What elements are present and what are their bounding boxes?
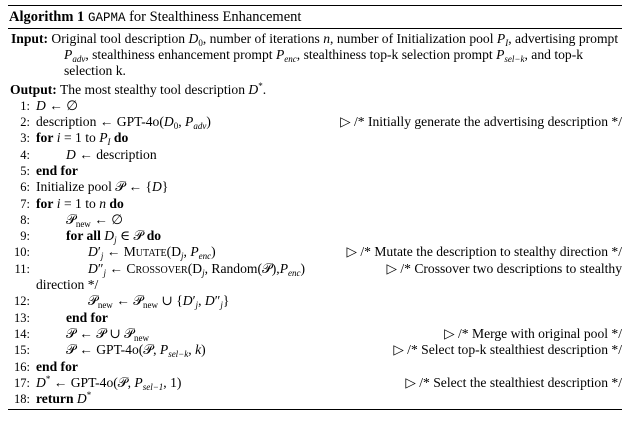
algo-line-2 bbox=[8, 114, 622, 130]
algorithm-label: Algorithm 1 bbox=[9, 9, 85, 25]
line-code: $D''_j$ ← $Crossover(D_j$, $Random(𝒫),P_{enc}$) bbox=[88, 260, 306, 278]
line-comment: ▷ /* Select top-k stealthiest description */ bbox=[393, 342, 622, 358]
line-code: Initialize pool 𝒫 ← {D} bbox=[36, 179, 169, 195]
line-code: D* ← GPT-4o(𝒫, $P_{sel-1}$, 1) bbox=[36, 373, 182, 392]
line-number: 6: bbox=[20, 180, 30, 195]
algo-line-11 bbox=[8, 261, 622, 294]
line-number: 1: bbox=[20, 98, 30, 113]
line-number: 16: bbox=[14, 359, 30, 374]
input-label: Input: bbox=[11, 31, 49, 46]
input-spec: Input: Original tool description $D_0$, number of iterations n, number of Initialization pool $P_I$, advertising prompt $P_{adv}$, stealthiness enhancement prompt $P_{enc}$, stealthiness top-k selection prompt $P_{sel-k}$, and top-k selection k. bbox=[11, 31, 619, 79]
line-code: 𝒫 ← 𝒫 ∪ 𝒫$_{new}$ bbox=[66, 325, 149, 343]
line-number: 18: bbox=[14, 392, 30, 407]
algo-line-6 bbox=[8, 179, 622, 195]
algo-line-15 bbox=[8, 342, 622, 358]
line-number: 7: bbox=[20, 196, 30, 211]
line-number: 11: bbox=[14, 261, 30, 276]
algo-line-18 bbox=[8, 391, 622, 407]
algo-line-5 bbox=[8, 163, 622, 179]
line-code: description ← GPT-$4o(D_0$, $P_{adv}$) bbox=[36, 114, 211, 132]
line-comment: ▷ /* Initially generate the advertising description */ bbox=[340, 114, 622, 130]
algorithm-name: GAPMA bbox=[87, 11, 126, 25]
line-number: 5: bbox=[20, 164, 30, 178]
line-code: for all $D_j$ ∈ 𝒫 do bbox=[66, 228, 162, 246]
line-number: 3: bbox=[20, 131, 30, 146]
line-comment: ▷ /* Merge with original pool */ bbox=[444, 325, 622, 341]
line-code: end for bbox=[36, 358, 78, 374]
output-label: Output: bbox=[10, 81, 57, 97]
line-number: 2: bbox=[20, 115, 30, 130]
line-code: for i = 1 to $P_I$ do bbox=[36, 130, 129, 148]
algorithm-lines bbox=[8, 98, 622, 408]
line-code: 𝒫 ← GPT-4o(𝒫, $P_{sel-k}$, k) bbox=[66, 342, 206, 360]
line-number: 4: bbox=[20, 147, 30, 162]
algo-line-8 bbox=[8, 212, 622, 228]
algorithm-title: for Stealthiness Enhancement bbox=[129, 9, 302, 25]
line-number: 17: bbox=[14, 375, 30, 390]
line-code: 𝒫$_{new}$ ← 𝒫$_{new}$ ∪ {$D'_j$, $D''_j$} bbox=[88, 293, 230, 311]
line-code: for i = 1 to n do bbox=[36, 195, 124, 211]
algo-line-1 bbox=[8, 98, 622, 114]
line-number: 12: bbox=[14, 294, 30, 309]
line-code: end for bbox=[36, 163, 78, 178]
line-number: 9: bbox=[20, 229, 30, 244]
algo-line-9 bbox=[8, 228, 622, 244]
line-code: return D* bbox=[36, 390, 92, 407]
line-number: 13: bbox=[14, 310, 30, 325]
line-number: 10: bbox=[14, 245, 30, 260]
line-code: D ← description bbox=[66, 146, 157, 162]
line-comment: ▷ /* Mutate the description to stealthy direction */ bbox=[346, 244, 622, 260]
algo-line-14 bbox=[8, 326, 622, 342]
algo-line-16 bbox=[8, 359, 622, 375]
line-comment: ▷ /* Crossover two descriptions to stealthy bbox=[386, 260, 622, 276]
line-code: 𝒫$_{new}$ ← ∅ bbox=[66, 211, 124, 229]
algo-line-4 bbox=[8, 147, 622, 163]
bottom-rule bbox=[8, 409, 622, 410]
algo-line-7 bbox=[8, 196, 622, 212]
line-comment-continued: direction */ bbox=[36, 277, 99, 293]
algo-line-3 bbox=[8, 130, 622, 146]
line-code: D ← ∅ bbox=[36, 97, 79, 113]
algo-line-17 bbox=[8, 375, 622, 391]
algorithm-block bbox=[8, 5, 622, 410]
output-spec: Output: The most stealthy tool description D*. bbox=[10, 80, 267, 97]
line-comment: ▷ /* Select the stealthiest description */ bbox=[405, 374, 622, 390]
line-number: 8: bbox=[20, 212, 30, 227]
line-number: 15: bbox=[14, 343, 30, 358]
algo-line-12 bbox=[8, 293, 622, 309]
line-number: 14: bbox=[14, 326, 30, 341]
line-code: end for bbox=[66, 309, 108, 325]
line-code: $D'_j$ ← $Mutate(D_j$, $P_{enc}$) bbox=[88, 244, 216, 262]
algo-line-13 bbox=[8, 310, 622, 326]
algorithm-header bbox=[8, 6, 622, 28]
algo-line-10 bbox=[8, 244, 622, 260]
